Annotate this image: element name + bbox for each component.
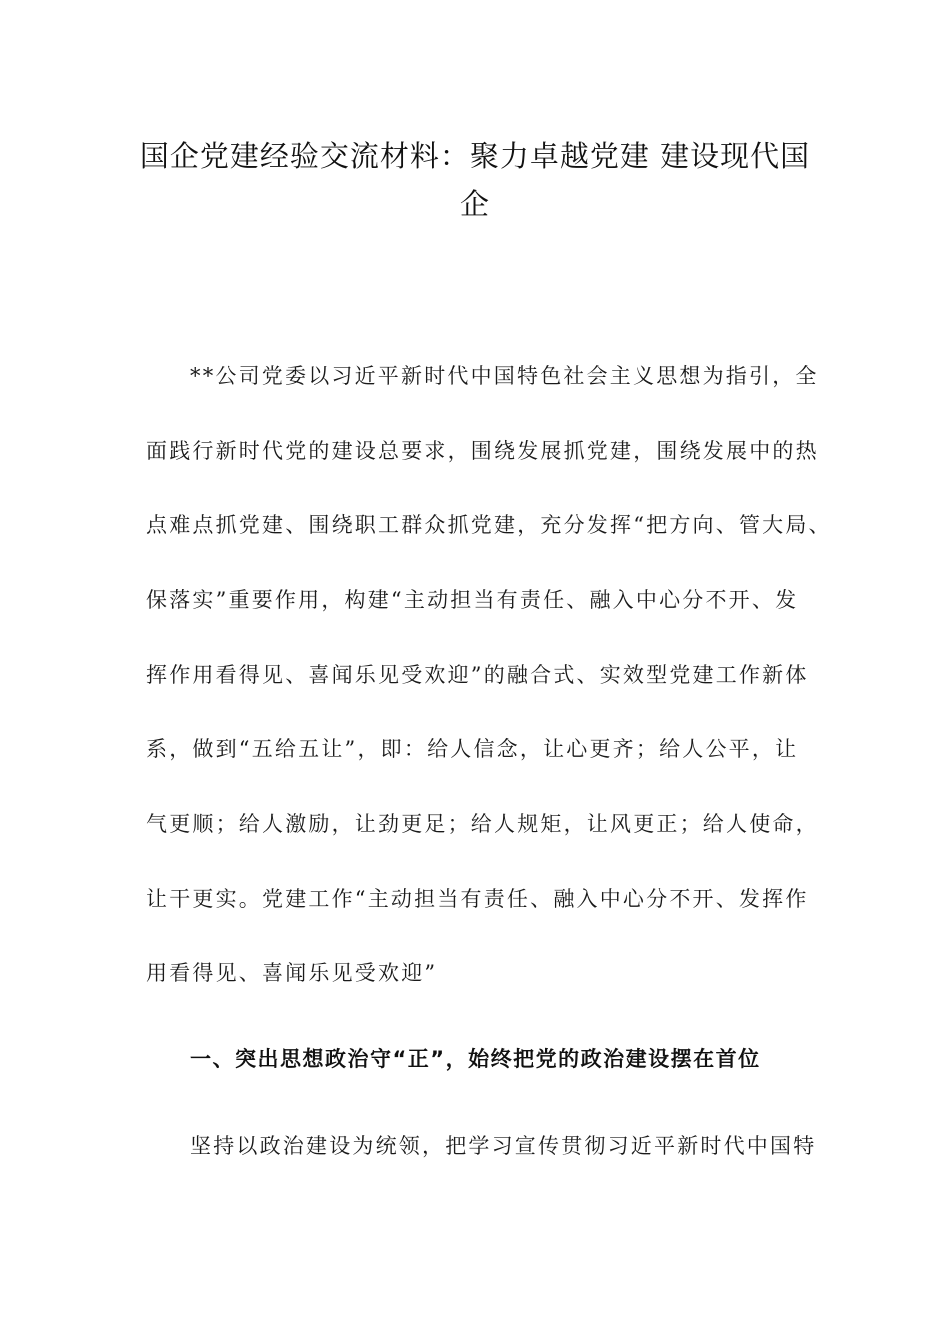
paragraph-1-line: 点难点抓党建、围绕职工群众抓党建，充分发挥“把方向、管大局、 [146, 513, 832, 537]
paragraph-1-line: 气更顺；给人激励，让劲更足；给人规矩，让风更正；给人使命， [146, 812, 819, 836]
document-title-line-2: 企 [459, 187, 490, 221]
paragraph-1-line: 面践行新时代党的建设总要求，围绕发展抓党建，围绕发展中的热 [146, 439, 819, 463]
paragraph-1-line: 系，做到“五给五让”，即：给人信念，让心更齐；给人公平，让 [146, 737, 799, 761]
paragraph-1-line: 用看得见、喜闻乐见受欢迎” [146, 961, 438, 985]
section-1-heading: 一、突出思想政治守“正”，始终把党的政治建设摆在首位 [190, 1047, 761, 1071]
paragraph-1-line: 让干更实。党建工作“主动担当有责任、融入中心分不开、发挥作 [146, 887, 809, 911]
paragraph-1-line: **公司党委以习近平新时代中国特色社会主义思想为指引，全 [190, 364, 819, 388]
document-title-line-1: 国企党建经验交流材料：聚力卓越党建 建设现代国 [139, 139, 811, 173]
paragraph-1-line: 保落实”重要作用，构建“主动担当有责任、融入中心分不开、发 [146, 588, 799, 612]
section-1-paragraph-line: 坚持以政治建设为统领，把学习宣传贯彻习近平新时代中国特 [190, 1134, 817, 1158]
paragraph-1-line: 挥作用看得见、喜闻乐见受欢迎”的融合式、实效型党建工作新体 [146, 663, 809, 687]
